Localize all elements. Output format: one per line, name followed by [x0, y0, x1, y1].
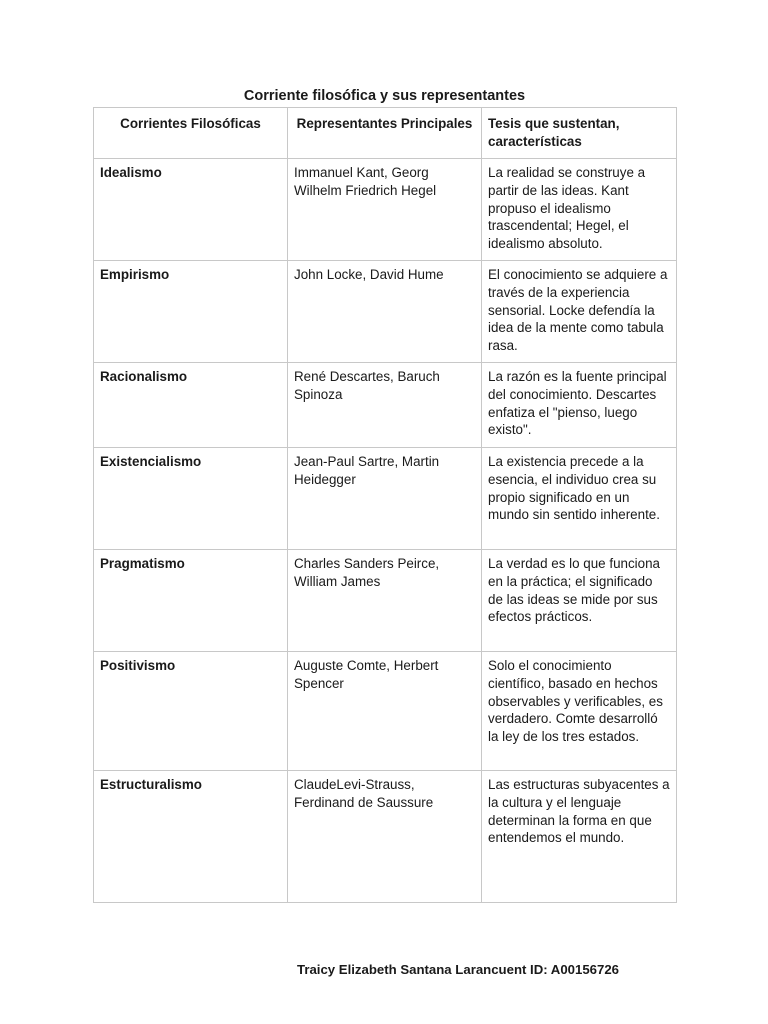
table-header-row	[94, 108, 677, 159]
current-thesis: La existencia precede a la esencia, el individuo crea su propio significado en un mundo sin sentido inherente.	[482, 448, 677, 550]
current-name: Racionalismo	[94, 363, 288, 448]
current-representatives: Immanuel Kant, Georg Wilhelm Friedrich Hegel	[288, 159, 482, 261]
header-thesis: Tesis que sustentan, características	[482, 108, 677, 159]
table-row	[94, 771, 677, 903]
current-representatives: Charles Sanders Peirce, William James	[288, 550, 482, 652]
current-thesis: Las estructuras subyacentes a la cultura y el lenguaje determinan la forma en que entendemos el mundo.	[482, 771, 677, 903]
current-name: Empirismo	[94, 261, 288, 363]
current-name: Idealismo	[94, 159, 288, 261]
philosophy-table	[93, 107, 677, 903]
header-representatives: Representantes Principales	[288, 108, 482, 159]
current-thesis: El conocimiento se adquiere a través de la experiencia sensorial. Locke defendía la idea de la mente como tabula rasa.	[482, 261, 677, 363]
current-representatives: Jean-Paul Sartre, Martin Heidegger	[288, 448, 482, 550]
table-row	[94, 448, 677, 550]
author-footer: Traicy Elizabeth Santana Larancuent ID: A00156726	[297, 962, 620, 977]
table-row	[94, 652, 677, 771]
current-thesis: La realidad se construye a partir de las ideas. Kant propuso el idealismo trascendental; Hegel, el idealismo absoluto.	[482, 159, 677, 261]
current-thesis: La razón es la fuente principal del conocimiento. Descartes enfatiza el "pienso, luego existo".	[482, 363, 677, 448]
header-currents: Corrientes Filosóficas	[94, 108, 288, 159]
current-name: Positivismo	[94, 652, 288, 771]
table-row	[94, 159, 677, 261]
current-representatives: Auguste Comte, Herbert Spencer	[288, 652, 482, 771]
current-name: Existencialismo	[94, 448, 288, 550]
current-representatives: René Descartes, Baruch Spinoza	[288, 363, 482, 448]
table-row	[94, 261, 677, 363]
current-representatives: ClaudeLevi-Strauss, Ferdinand de Saussure	[288, 771, 482, 903]
current-name: Estructuralismo	[94, 771, 288, 903]
table-row	[94, 550, 677, 652]
current-representatives: John Locke, David Hume	[288, 261, 482, 363]
current-thesis: La verdad es lo que funciona en la práctica; el significado de las ideas se mide por sus efectos prácticos.	[482, 550, 677, 652]
table-row	[94, 363, 677, 448]
current-name: Pragmatismo	[94, 550, 288, 652]
current-thesis: Solo el conocimiento científico, basado en hechos observables y verificables, es verdadero. Comte desarrolló la ley de los tres estados.	[482, 652, 677, 771]
page-title: Corriente filosófica y sus representantes	[243, 88, 526, 104]
